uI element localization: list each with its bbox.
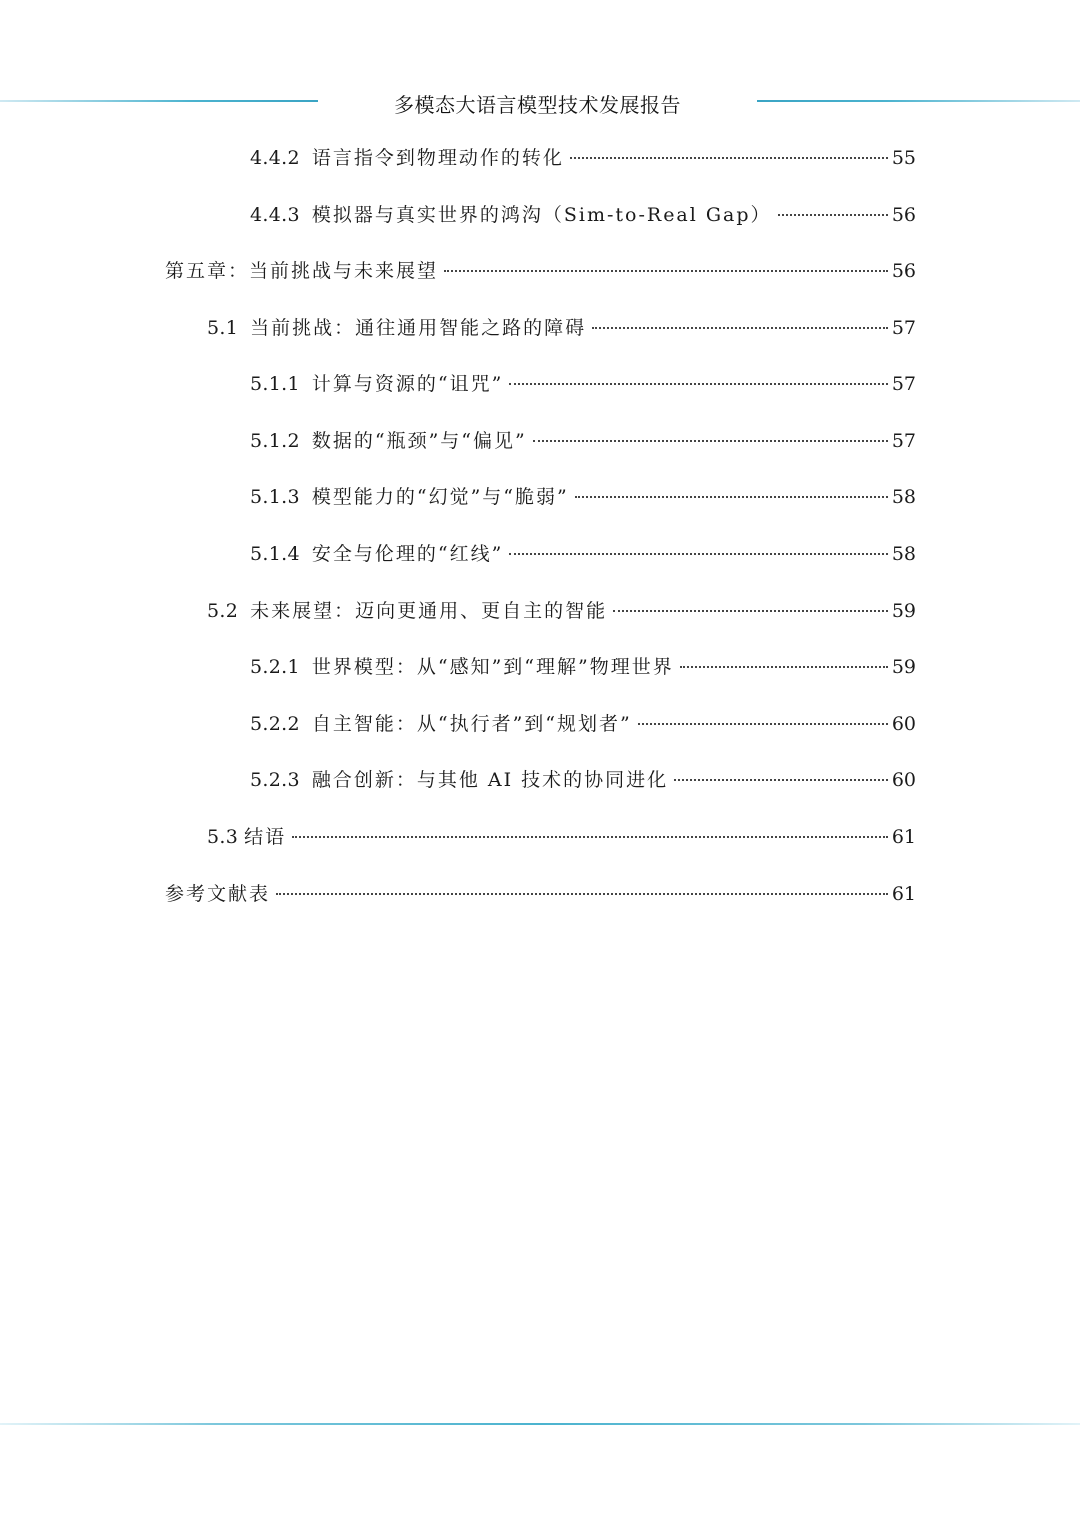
toc-title: 模型能力的“幻觉”与“脆弱” bbox=[311, 486, 569, 508]
toc-title: 自主智能：从“执行者”到“规划者” bbox=[311, 713, 632, 735]
toc-number: 5.1.4 bbox=[250, 543, 300, 565]
toc-leader-dots bbox=[533, 440, 888, 442]
toc-title: 世界模型：从“感知”到“理解”物理世界 bbox=[311, 656, 674, 678]
toc-entry-5-2-3[interactable] bbox=[250, 765, 916, 795]
toc-entry-references[interactable] bbox=[165, 879, 916, 909]
toc-leader-dots bbox=[592, 327, 888, 329]
toc-page-number: 56 bbox=[891, 260, 916, 282]
toc-page-number: 58 bbox=[891, 486, 916, 508]
toc-leader-dots bbox=[276, 893, 888, 895]
toc-entry-5-1-4[interactable] bbox=[250, 539, 916, 569]
toc-entry-5-3[interactable] bbox=[207, 822, 916, 852]
toc-leader-dots bbox=[292, 836, 888, 838]
toc-number: 5.2.2 bbox=[250, 713, 300, 735]
toc-title: 未来展望：迈向更通用、更自主的智能 bbox=[250, 600, 608, 622]
toc-title: 当前挑战：通往通用智能之路的障碍 bbox=[250, 317, 587, 339]
toc-leader-dots bbox=[509, 383, 888, 385]
toc-title: 融合创新：与其他 AI 技术的协同进化 bbox=[311, 769, 669, 791]
toc-title: 安全与伦理的“红线” bbox=[311, 543, 504, 565]
toc-page-number: 57 bbox=[891, 430, 916, 452]
toc-number: 5.2 bbox=[207, 600, 239, 622]
toc-title: 结语 bbox=[244, 826, 287, 848]
toc-page-number: 56 bbox=[891, 204, 916, 226]
toc-leader-dots bbox=[674, 779, 888, 781]
toc-number: 4.4.3 bbox=[250, 204, 300, 226]
toc-page-number: 60 bbox=[891, 713, 916, 735]
toc-leader-dots bbox=[613, 610, 888, 612]
toc-number: 4.4.2 bbox=[250, 147, 300, 169]
toc-page-number: 55 bbox=[891, 147, 916, 169]
toc-title: 模拟器与真实世界的鸿沟（Sim-to-Real Gap） bbox=[311, 204, 772, 226]
toc-number: 5.2.1 bbox=[250, 656, 300, 678]
toc-entry-4-4-2[interactable] bbox=[250, 143, 916, 173]
toc-page-number: 57 bbox=[891, 373, 916, 395]
toc-entry-5-2-1[interactable] bbox=[250, 652, 916, 682]
toc-leader-dots bbox=[638, 723, 888, 725]
toc-page-number: 60 bbox=[891, 769, 916, 791]
toc-entry-5-1-2[interactable] bbox=[250, 426, 916, 456]
toc-entry-5-1-1[interactable] bbox=[250, 369, 916, 399]
toc-leader-dots bbox=[570, 157, 888, 159]
toc-page-number: 61 bbox=[891, 826, 916, 848]
header-title: 多模态大语言模型技术发展报告 bbox=[394, 93, 681, 117]
toc-entry-5-1-3[interactable] bbox=[250, 482, 916, 512]
toc-page-number: 57 bbox=[891, 317, 916, 339]
toc-number: 5.1.2 bbox=[250, 430, 300, 452]
toc-leader-dots bbox=[778, 214, 888, 216]
toc-number: 5.1 bbox=[207, 317, 239, 339]
toc-number: 5.1.3 bbox=[250, 486, 300, 508]
header-rule-left bbox=[0, 100, 318, 102]
toc-title: 数据的“瓶颈”与“偏见” bbox=[311, 430, 527, 452]
toc-title: 第五章：当前挑战与未来展望 bbox=[165, 260, 439, 282]
toc-entry-5-2-2[interactable] bbox=[250, 709, 916, 739]
toc-entry-chapter-5[interactable] bbox=[165, 256, 916, 286]
toc-title: 计算与资源的“诅咒” bbox=[311, 373, 504, 395]
toc-page-number: 59 bbox=[891, 656, 916, 678]
toc-leader-dots bbox=[575, 496, 888, 498]
toc-leader-dots bbox=[509, 553, 888, 555]
toc-entry-5-1[interactable] bbox=[207, 313, 916, 343]
toc-number: 5.3 bbox=[207, 826, 239, 848]
toc-entry-5-2[interactable] bbox=[207, 596, 916, 626]
toc-page-number: 59 bbox=[891, 600, 916, 622]
toc-title: 参考文献表 bbox=[165, 883, 271, 905]
header-rule-right bbox=[757, 100, 1080, 102]
toc-number: 5.2.3 bbox=[250, 769, 300, 791]
toc-page-number: 61 bbox=[891, 883, 916, 905]
toc-page-number: 58 bbox=[891, 543, 916, 565]
toc-title: 语言指令到物理动作的转化 bbox=[311, 147, 564, 169]
toc-number: 5.1.1 bbox=[250, 373, 300, 395]
toc-leader-dots bbox=[680, 666, 888, 668]
toc-leader-dots bbox=[444, 270, 888, 272]
toc-entry-4-4-3[interactable] bbox=[250, 200, 916, 230]
footer-rule bbox=[0, 1423, 1080, 1425]
